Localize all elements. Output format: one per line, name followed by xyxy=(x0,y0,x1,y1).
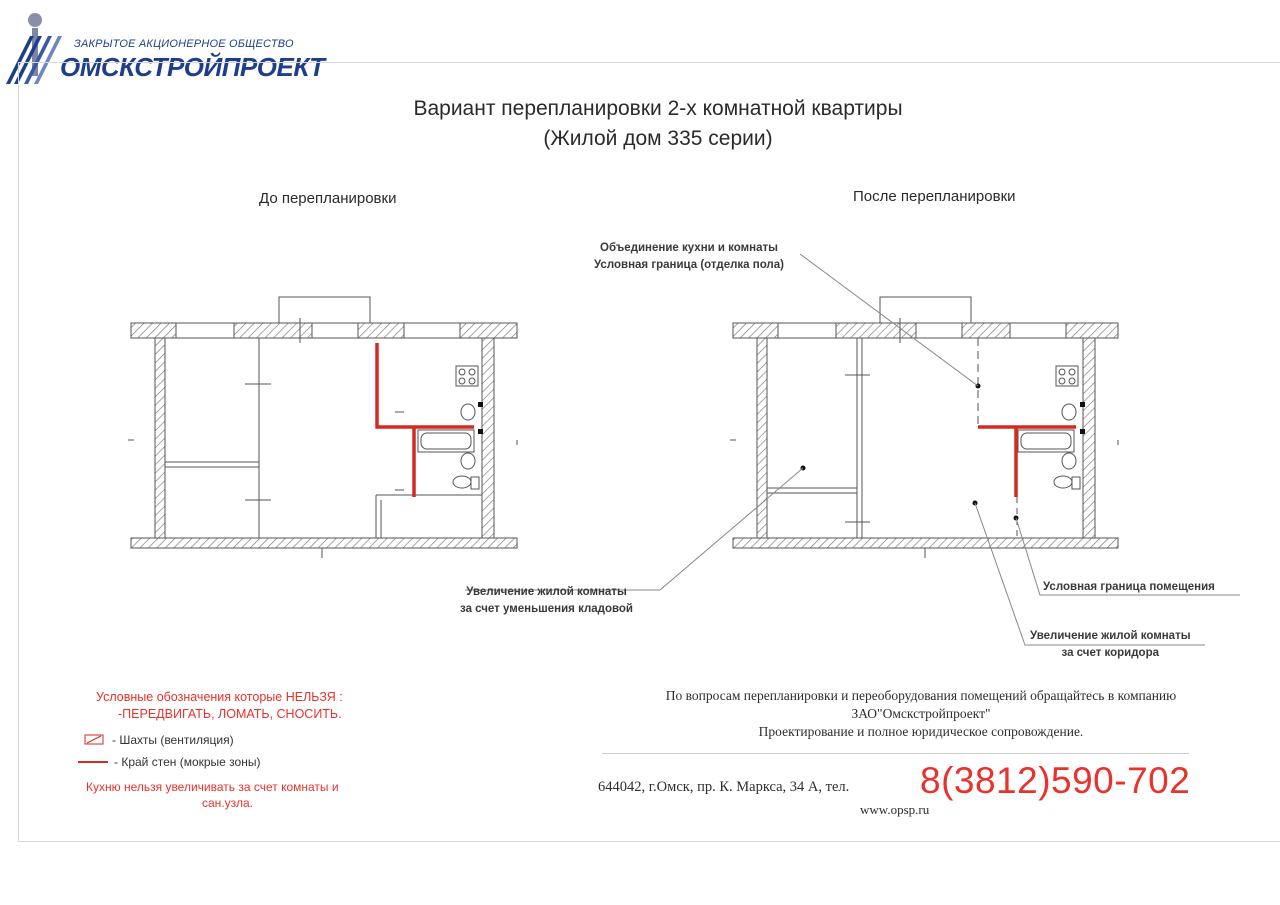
wet-zone-walls-after xyxy=(978,427,1076,497)
callout-merge xyxy=(594,240,784,275)
contact-phone[interactable]: 8(3812)590-702 xyxy=(920,760,1191,801)
callout-merge-line1: Объединение кухни и комнаты xyxy=(600,242,778,254)
company-name: ОМСКСТРОЙПРОЕКТ xyxy=(60,52,325,82)
callout-storage-line1: Увеличение жилой комнаты xyxy=(466,586,627,598)
contact-line2: ЗАО"Омскстройпроект" xyxy=(851,706,991,722)
company-type: ЗАКРЫТОЕ АКЦИОНЕРНОЕ ОБЩЕСТВО xyxy=(74,38,294,50)
wall-edge-symbol-icon xyxy=(78,761,108,763)
callout-corridor xyxy=(1030,628,1191,663)
title-line-1: Вариант перепланировки 2-х комнатной квартиры xyxy=(413,97,903,120)
legend-walls: - Край стен (мокрые зоны) xyxy=(114,755,261,769)
contact-divider xyxy=(602,753,1189,754)
contact-line3: Проектирование и полное юридическое сопровождение. xyxy=(758,724,1084,740)
legend-heading xyxy=(96,689,343,723)
before-label: До перепланировки xyxy=(259,190,397,207)
contact-block xyxy=(602,687,1240,742)
callout-storage-line2: за счет уменьшения кладовой xyxy=(460,603,633,616)
callout-corridor-line1: Увеличение жилой комнаты xyxy=(1030,630,1191,642)
callout-merge-line2: Условная граница (отделка пола) xyxy=(594,259,784,272)
callout-room-boundary: Условная граница помещения xyxy=(1043,581,1215,593)
legend-shafts: - Шахты (вентиляция) xyxy=(112,733,234,747)
shaft-symbol-icon xyxy=(84,734,106,746)
legend-heading-line2: -ПЕРЕДВИГАТЬ, ЛОМАТЬ, СНОСИТЬ. xyxy=(118,706,342,721)
after-label: После перепланировки xyxy=(853,188,1016,205)
legend-warning-line1: Кухню нельзя увеличивать за счет комнаты и xyxy=(86,780,339,794)
contact-address: 644042, г.Омск, пр. К. Маркса, 34 А, тел. xyxy=(598,779,850,795)
contact-website[interactable]: www.opsp.ru xyxy=(860,802,930,817)
legend-warning xyxy=(86,779,339,811)
legend-warning-line2: сан.узла. xyxy=(202,796,254,811)
title-line-2: (Жилой дом 335 серии) xyxy=(543,127,773,151)
callout-corridor-line2: за счет коридора xyxy=(1061,647,1159,660)
callout-storage xyxy=(460,584,633,619)
legend-heading-line1: Условные обозначения которые НЕЛЬЗЯ : xyxy=(96,690,343,704)
contact-line1: По вопросам перепланировки и переоборудования помещений обращайтесь в компанию xyxy=(665,688,1177,703)
